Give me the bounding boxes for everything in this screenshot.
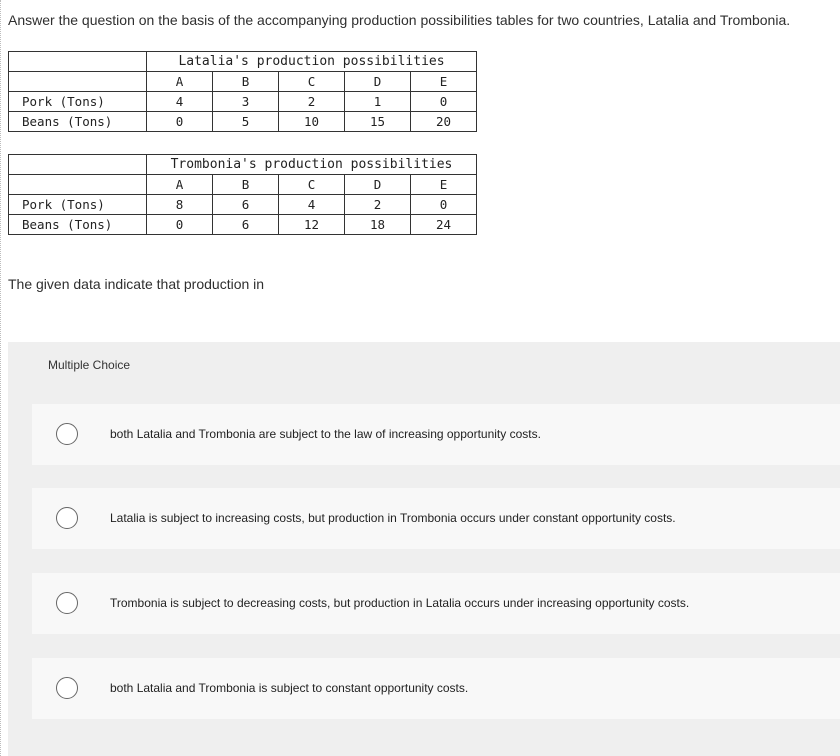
column-header: B xyxy=(213,175,279,195)
row-label: Pork (Tons) xyxy=(9,92,147,112)
multiple-choice-label: Multiple Choice xyxy=(48,358,131,372)
table-cell: 10 xyxy=(279,112,345,132)
column-header: D xyxy=(345,72,411,92)
table-corner xyxy=(9,175,147,195)
table-cell: 2 xyxy=(279,92,345,112)
table-cell: 24 xyxy=(411,215,477,235)
table-caption: Latalia's production possibilities xyxy=(147,52,477,72)
table-cell: 4 xyxy=(279,195,345,215)
table-row xyxy=(9,112,477,132)
table-cell: 0 xyxy=(411,195,477,215)
answer-option[interactable] xyxy=(32,658,840,719)
column-header: A xyxy=(147,175,213,195)
table-row xyxy=(9,92,477,112)
left-dotted-border xyxy=(0,0,2,756)
table-cell: 6 xyxy=(213,215,279,235)
table-cell: 4 xyxy=(147,92,213,112)
column-header: D xyxy=(345,175,411,195)
table-caption: Trombonia's production possibilities xyxy=(147,155,477,175)
answer-option[interactable] xyxy=(32,488,840,549)
table-cell: 0 xyxy=(147,112,213,132)
radio-button[interactable] xyxy=(56,592,78,614)
trombonia-table xyxy=(8,154,477,235)
row-label: Pork (Tons) xyxy=(9,195,147,215)
column-header: E xyxy=(411,175,477,195)
table-cell: 3 xyxy=(213,92,279,112)
options-area xyxy=(8,388,840,756)
option-text: both Latalia and Trombonia is subject to constant opportunity costs. xyxy=(110,681,469,695)
table-cell: 15 xyxy=(345,112,411,132)
option-text: Latalia is subject to increasing costs, but production in Trombonia occurs under constant opportunity costs. xyxy=(110,511,676,525)
table-cell: 18 xyxy=(345,215,411,235)
column-header: C xyxy=(279,72,345,92)
radio-button[interactable] xyxy=(56,677,78,699)
column-header: B xyxy=(213,72,279,92)
row-label: Beans (Tons) xyxy=(9,215,147,235)
table-cell: 12 xyxy=(279,215,345,235)
column-header: A xyxy=(147,72,213,92)
answer-option[interactable] xyxy=(32,573,840,634)
option-text: Trombonia is subject to decreasing costs, but production in Latalia occurs under increasing opportunity costs. xyxy=(110,596,690,610)
table-cell: 5 xyxy=(213,112,279,132)
radio-button[interactable] xyxy=(56,507,78,529)
table-cell: 0 xyxy=(147,215,213,235)
table-cell: 6 xyxy=(213,195,279,215)
column-header: C xyxy=(279,175,345,195)
table-cell: 20 xyxy=(411,112,477,132)
table-corner xyxy=(9,52,147,72)
option-text: both Latalia and Trombonia are subject to the law of increasing opportunity costs. xyxy=(110,427,541,441)
table-cell: 0 xyxy=(411,92,477,112)
answer-option[interactable] xyxy=(32,404,840,465)
table-row xyxy=(9,195,477,215)
table-cell: 8 xyxy=(147,195,213,215)
multiple-choice-header xyxy=(8,342,840,388)
table-corner xyxy=(9,72,147,92)
table-corner xyxy=(9,155,147,175)
table-cell: 1 xyxy=(345,92,411,112)
radio-button[interactable] xyxy=(56,423,78,445)
table-cell: 2 xyxy=(345,195,411,215)
latalia-table xyxy=(8,51,477,132)
question-text: Answer the question on the basis of the accompanying production possibilities tables for two countries, Latalia and Trombonia. xyxy=(8,12,791,28)
table-row xyxy=(9,215,477,235)
column-header: E xyxy=(411,72,477,92)
row-label: Beans (Tons) xyxy=(9,112,147,132)
prompt-text: The given data indicate that production in xyxy=(8,276,265,292)
